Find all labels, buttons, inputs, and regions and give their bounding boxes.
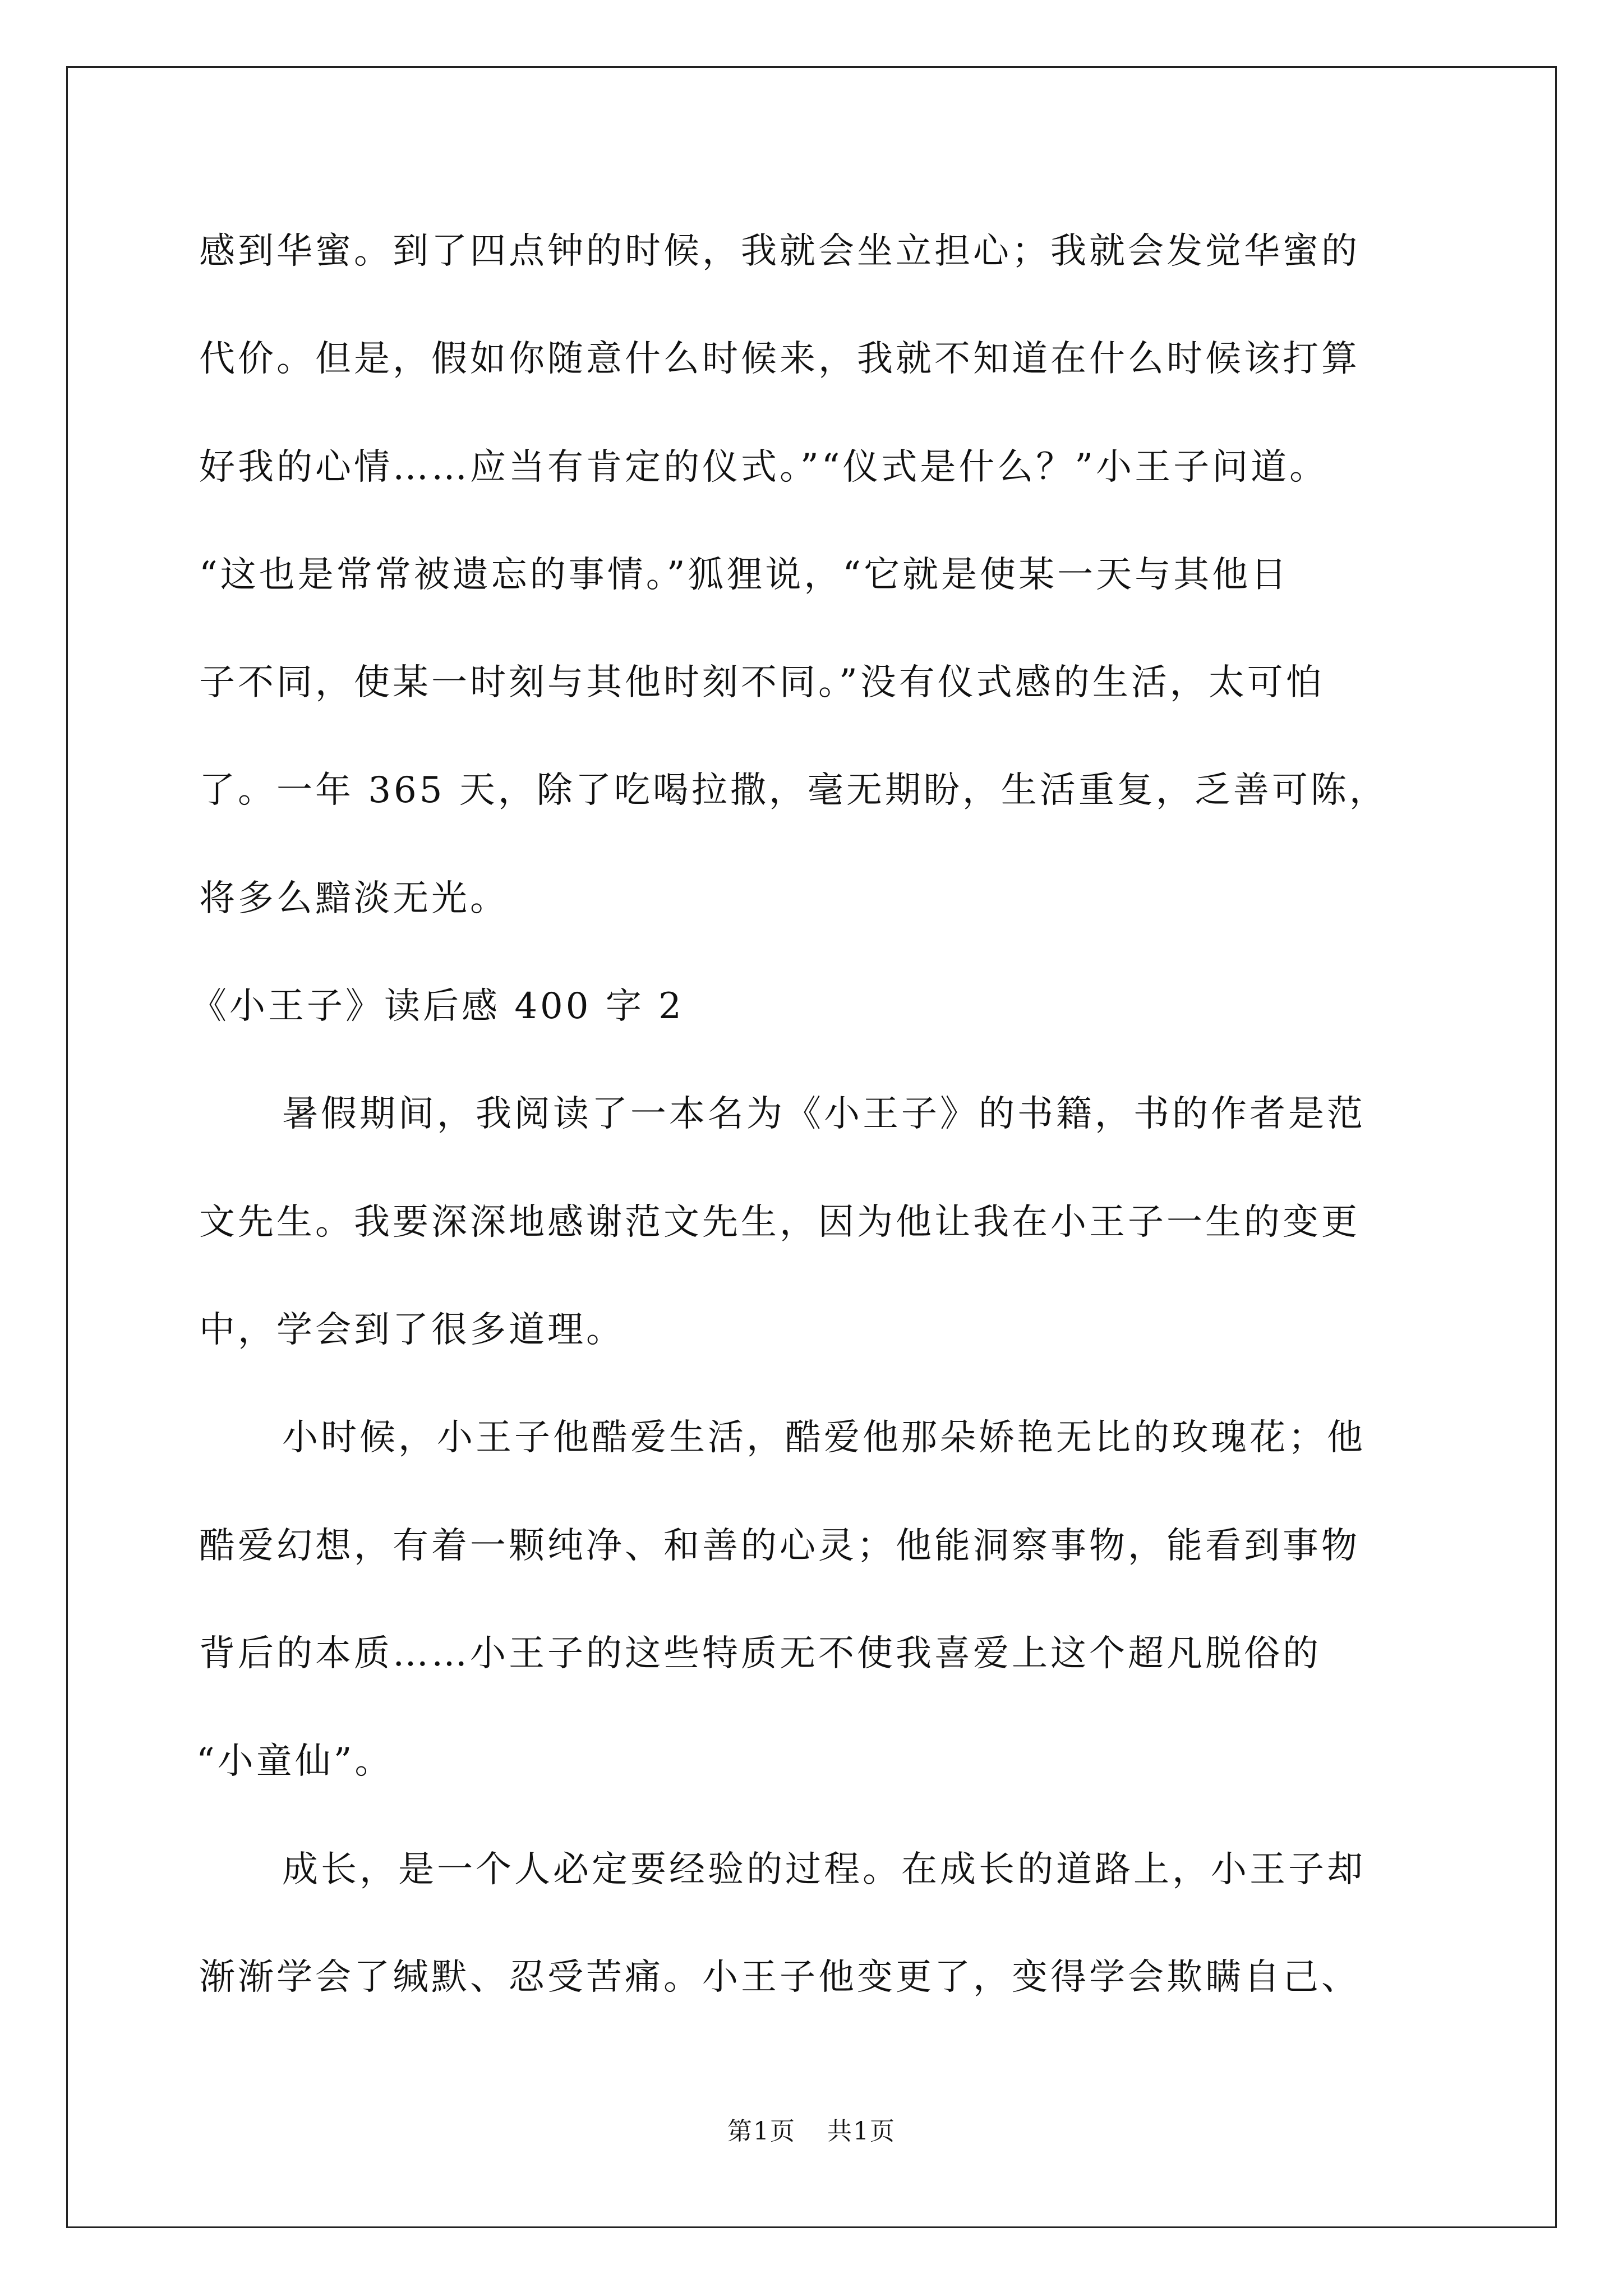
paragraph-line: “这也是常常被遗忘的事情。”狐狸说，“它就是使某一天与其他日	[199, 554, 1290, 596]
paragraph-line: “小童仙”。	[196, 1741, 394, 1782]
paragraph-line: 好我的心情……应当有肯定的仪式。”“仪式是什么？”小王子问道。	[199, 447, 1329, 488]
section-heading: 《小王子》读后感 400 字 2	[191, 986, 684, 1027]
page-number: 第1页	[727, 2117, 796, 2146]
paragraph-line: 暑假期间，我阅读了一本名为《小王子》的书籍，书的作者是范	[282, 1093, 1366, 1135]
paragraph-line: 将多么黯淡无光。	[199, 878, 509, 919]
paragraph-line: 小时候，小王子他酷爱生活，酷爱他那朵娇艳无比的玫瑰花；他	[282, 1417, 1366, 1458]
paragraph-line: 文先生。我要深深地感谢范文先生，因为他让我在小王子一生的变更	[199, 1202, 1360, 1243]
paragraph-line: 背后的本质……小王子的这些特质无不使我喜爱上这个超凡脱俗的	[199, 1633, 1321, 1674]
paragraph-line: 子不同，使某一时刻与其他时刻不同。”没有仪式感的生活，太可怕	[199, 662, 1325, 703]
paragraph-line: 酷爱幻想，有着一颗纯净、和善的心灵；他能洞察事物，能看到事物	[199, 1525, 1360, 1567]
paragraph-line: 了。一年 365 天，除了吃喝拉撒，毫无期盼，生活重复，乏善可陈，	[199, 770, 1388, 811]
page-total: 共1页	[827, 2117, 896, 2146]
paragraph-line: 感到华蜜。到了四点钟的时候，我就会坐立担心；我就会发觉华蜜的	[199, 231, 1360, 272]
page-border	[66, 66, 1557, 2228]
paragraph-line: 中，学会到了很多道理。	[199, 1309, 625, 1351]
paragraph-line: 成长，是一个人必定要经验的过程。在成长的道路上，小王子却	[282, 1849, 1366, 1890]
page-footer	[0, 2115, 1623, 2148]
paragraph-line: 渐渐学会了缄默、忍受苦痛。小王子他变更了，变得学会欺瞒自己、	[199, 1957, 1360, 1998]
paragraph-line: 代价。但是，假如你随意什么时候来，我就不知道在什么时候该打算	[199, 338, 1360, 380]
